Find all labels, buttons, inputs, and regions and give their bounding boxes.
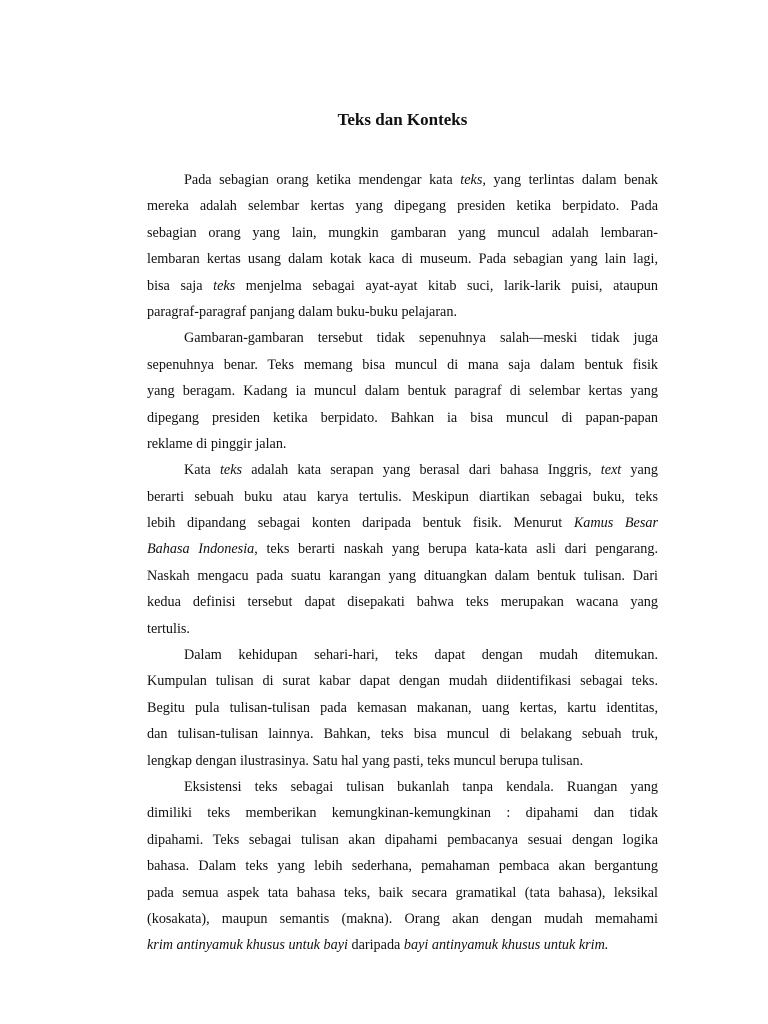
text-line bbox=[147, 431, 658, 457]
text-segment: Kumpulan tulisan di surat kabar dapat dengan mudah diidentifikasi sebagai teks. bbox=[147, 673, 658, 690]
text-line bbox=[147, 563, 658, 589]
text-line bbox=[147, 880, 658, 906]
text-line bbox=[147, 932, 658, 958]
text-segment: sepenuhnya benar. Teks memang bisa muncul di mana saja dalam bentuk fisik bbox=[147, 356, 658, 373]
text-segment: Gambaran-gambaran tersebut tidak sepenuhnya salah—meski tidak juga bbox=[184, 330, 658, 347]
italic-text: Bahasa Indonesia bbox=[147, 541, 255, 558]
text-segment: daripada bbox=[347, 937, 404, 954]
text-segment: sebagian orang yang lain, mungkin gambaran yang muncul adalah lembaran- bbox=[147, 224, 658, 241]
text-segment: yang terlintas dalam benak bbox=[485, 172, 658, 188]
text-segment: dan tulisan-tulisan lainnya. Bahkan, teks bisa muncul di belakang sebuah truk, bbox=[147, 726, 658, 743]
text-segment: lembaran kertas usang dalam kotak kaca di museum. Pada sebagian yang lain lagi, bbox=[147, 251, 658, 268]
page-title: Teks dan Konteks bbox=[337, 110, 468, 129]
text-line bbox=[147, 536, 658, 562]
italic-text: teks bbox=[219, 462, 243, 479]
italic-text: teks bbox=[213, 277, 236, 294]
text-line bbox=[147, 668, 658, 694]
text-line bbox=[147, 510, 658, 536]
text-segment: Kata bbox=[184, 462, 220, 479]
text-segment: kedua definisi tersebut dapat disepakati bahwa teks merupakan wacana yang bbox=[147, 594, 658, 611]
text-segment: paragraf-paragraf panjang dalam buku-buku pelajaran. bbox=[147, 303, 457, 320]
text-segment: lengkap dengan ilustrasinya. Satu hal yang pasti, teks muncul berupa tulisan. bbox=[147, 752, 584, 769]
text-segment: yang beragam. Kadang ia muncul dalam bentuk paragraf di selembar kertas yang bbox=[147, 383, 658, 400]
body-text bbox=[147, 167, 658, 959]
italic-text: teks, bbox=[460, 172, 486, 188]
text-segment: Dalam kehidupan sehari-hari, teks dapat dengan mudah ditemukan. bbox=[184, 647, 658, 664]
text-segment: tertulis. bbox=[147, 620, 190, 637]
text-segment: Eksistensi teks sebagai tulisan bukanlah tanpa kendala. Ruangan yang bbox=[184, 778, 658, 795]
text-line bbox=[147, 246, 658, 272]
text-segment: Pada sebagian orang ketika mendengar kata bbox=[184, 172, 461, 188]
text-segment: mereka adalah selembar kertas yang dipegang presiden ketika berpidato. Pada bbox=[147, 198, 658, 215]
text-segment: bisa saja bbox=[147, 277, 214, 294]
text-line bbox=[147, 853, 658, 879]
text-segment: yang bbox=[621, 462, 658, 479]
text-line bbox=[147, 378, 658, 404]
text-segment: Naskah mengacu pada suatu karangan yang dituangkan dalam bentuk tulisan. Dari bbox=[147, 567, 658, 584]
text-line bbox=[147, 695, 658, 721]
text-segment: reklame di pinggir jalan. bbox=[147, 435, 287, 452]
paragraph-first-line bbox=[147, 325, 658, 351]
text-line bbox=[147, 800, 658, 826]
text-line bbox=[147, 906, 658, 932]
text-segment: , teks berarti naskah yang berupa kata-kata asli dari pengarang. bbox=[254, 541, 658, 558]
text-segment: dimiliki teks memberikan kemungkinan-kemungkinan : dipahami dan tidak bbox=[147, 805, 658, 822]
text-line bbox=[147, 827, 658, 853]
text-segment: Begitu pula tulisan-tulisan pada kemasan makanan, uang kertas, kartu identitas, bbox=[147, 699, 658, 716]
italic-text: text bbox=[600, 462, 622, 479]
text-segment: (kosakata), maupun semantis (makna). Orang akan dengan mudah memahami bbox=[147, 910, 658, 927]
text-line bbox=[147, 193, 658, 219]
text-segment: pada semua aspek tata bahasa teks, baik secara gramatikal (tata bahasa), leksikal bbox=[147, 884, 658, 901]
italic-text: Kamus Besar bbox=[573, 515, 658, 532]
text-line bbox=[147, 616, 658, 642]
paragraph-first-line bbox=[147, 457, 658, 483]
text-line bbox=[147, 484, 658, 510]
text-line bbox=[147, 352, 658, 378]
italic-text: bayi antinyamuk khusus untuk krim. bbox=[403, 937, 609, 954]
text-line bbox=[147, 273, 658, 299]
paragraph-first-line bbox=[147, 642, 658, 668]
text-line bbox=[147, 748, 658, 774]
paragraph-first-line bbox=[147, 167, 658, 193]
text-line bbox=[147, 220, 658, 246]
text-segment: menjelma sebagai ayat-ayat kitab suci, larik-larik puisi, ataupun bbox=[235, 277, 658, 294]
text-segment: berarti sebuah buku atau karya tertulis. Meskipun diartikan sebagai buku, teks bbox=[147, 488, 658, 505]
text-line bbox=[147, 721, 658, 747]
text-segment: adalah kata serapan yang berasal dari bahasa Inggris, bbox=[242, 462, 601, 479]
text-line bbox=[147, 405, 658, 431]
text-segment: bahasa. Dalam teks yang lebih sederhana, pemahaman pembaca akan bergantung bbox=[147, 858, 658, 875]
paragraph-first-line bbox=[147, 774, 658, 800]
text-segment: dipegang presiden ketika berpidato. Bahkan ia bisa muncul di papan-papan bbox=[147, 409, 658, 426]
italic-text: krim antinyamuk khusus untuk bayi bbox=[147, 937, 348, 954]
text-line bbox=[147, 299, 658, 325]
text-segment: dipahami. Teks sebagai tulisan akan dipahami pembacanya sesuai dengan logika bbox=[147, 831, 658, 848]
text-line bbox=[147, 589, 658, 615]
text-segment: lebih dipandang sebagai konten daripada bentuk fisik. Menurut bbox=[147, 515, 574, 532]
